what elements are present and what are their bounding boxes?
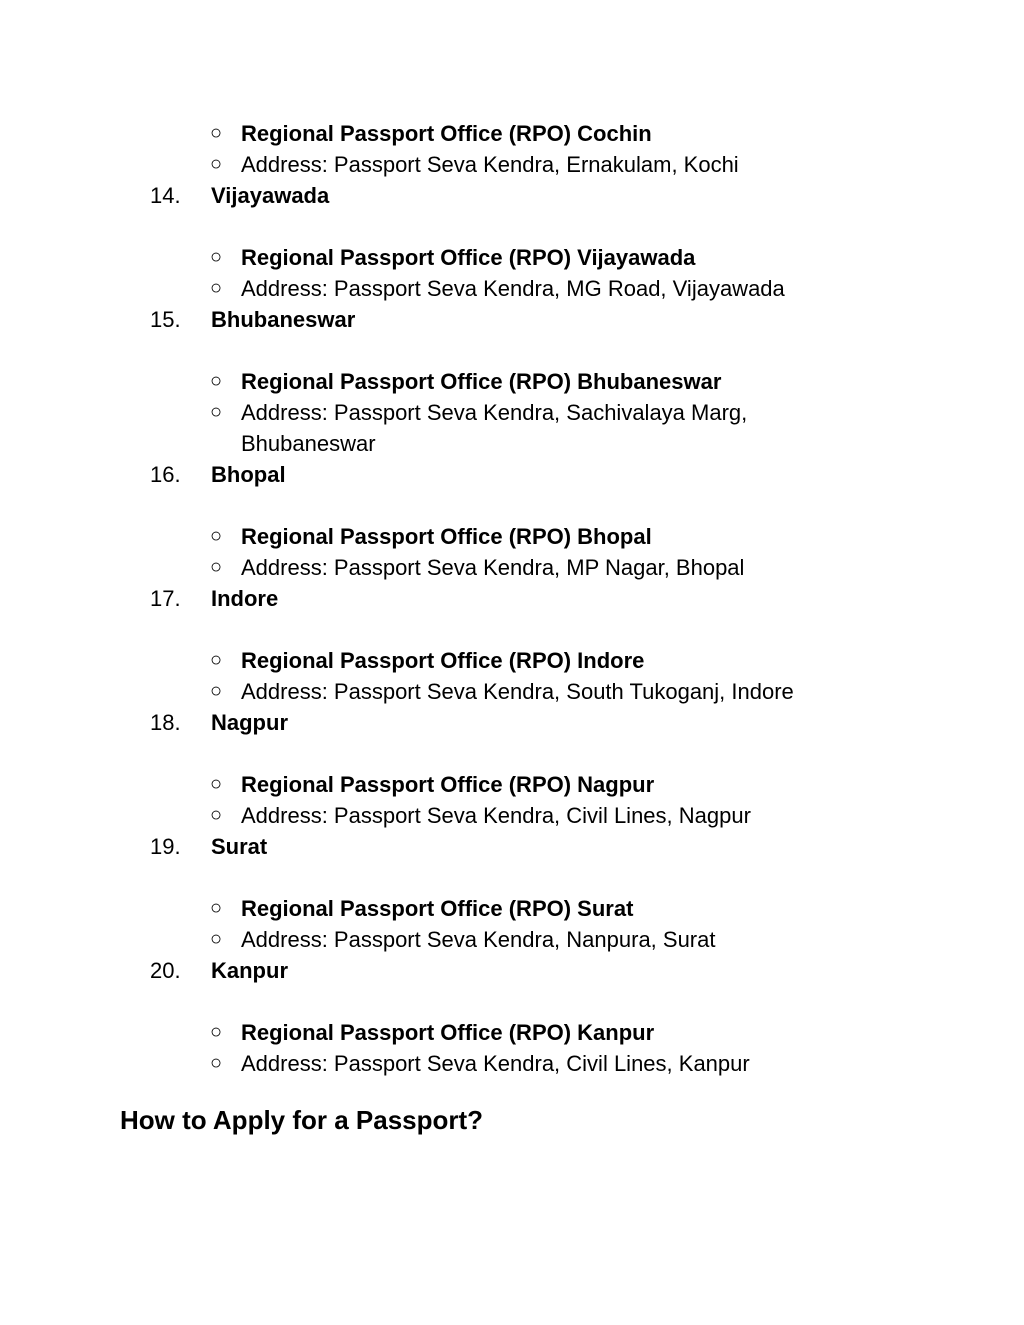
rpo-address: Address: Passport Seva Kendra, Nanpura, Surat — [241, 927, 716, 952]
rpo-address: Address: Passport Seva Kendra, Civil Lines, Nagpur — [241, 803, 751, 828]
list-number: 17. — [150, 586, 181, 611]
list-number: 16. — [150, 462, 181, 487]
list-number: 20. — [150, 958, 181, 983]
bullet-circle-icon: ○ — [210, 1021, 223, 1043]
bullet-circle-icon: ○ — [210, 122, 223, 144]
bullet-circle-icon: ○ — [210, 277, 223, 299]
list-number: 18. — [150, 710, 181, 735]
rpo-name: Regional Passport Office (RPO) Bhubaneswar — [241, 369, 722, 394]
bullet-circle-icon: ○ — [210, 370, 223, 392]
bullet-circle-icon: ○ — [210, 246, 223, 268]
bullet-circle-icon: ○ — [210, 928, 223, 950]
bullet-circle-icon: ○ — [210, 680, 223, 702]
city-name: Vijayawada — [211, 183, 330, 208]
bullet-circle-icon: ○ — [210, 153, 223, 175]
rpo-name: Regional Passport Office (RPO) Vijayawada — [241, 245, 696, 270]
bullet-circle-icon: ○ — [210, 649, 223, 671]
rpo-address: Address: Passport Seva Kendra, South Tukoganj, Indore — [241, 679, 794, 704]
bullet-circle-icon: ○ — [210, 525, 223, 547]
bullet-circle-icon: ○ — [210, 401, 223, 423]
city-name: Bhubaneswar — [211, 307, 356, 332]
rpo-address-continuation: Bhubaneswar — [241, 431, 376, 456]
rpo-address: Address: Passport Seva Kendra, MG Road, Vijayawada — [241, 276, 785, 301]
city-name: Surat — [211, 834, 268, 859]
list-number: 19. — [150, 834, 181, 859]
rpo-address: Address: Passport Seva Kendra, Civil Lines, Kanpur — [241, 1051, 750, 1076]
rpo-address-cochin: Address: Passport Seva Kendra, Ernakulam, Kochi — [241, 152, 739, 177]
rpo-address: Address: Passport Seva Kendra, Sachivalaya Marg, — [241, 400, 748, 425]
rpo-name: Regional Passport Office (RPO) Surat — [241, 896, 634, 921]
rpo-address: Address: Passport Seva Kendra, MP Nagar, Bhopal — [241, 555, 745, 580]
bullet-circle-icon: ○ — [210, 804, 223, 826]
list-number: 15. — [150, 307, 181, 332]
bullet-circle-icon: ○ — [210, 556, 223, 578]
city-name: Nagpur — [211, 710, 288, 735]
rpo-name: Regional Passport Office (RPO) Bhopal — [241, 524, 652, 549]
bullet-circle-icon: ○ — [210, 897, 223, 919]
bullet-circle-icon: ○ — [210, 773, 223, 795]
city-name: Kanpur — [211, 958, 288, 983]
city-name: Bhopal — [211, 462, 286, 487]
city-name: Indore — [211, 586, 279, 611]
bullet-circle-icon: ○ — [210, 1052, 223, 1074]
rpo-name: Regional Passport Office (RPO) Kanpur — [241, 1020, 655, 1045]
rpo-name-cochin: Regional Passport Office (RPO) Cochin — [241, 121, 652, 146]
rpo-name: Regional Passport Office (RPO) Indore — [241, 648, 645, 673]
list-number: 14. — [150, 183, 181, 208]
rpo-name: Regional Passport Office (RPO) Nagpur — [241, 772, 655, 797]
section-heading: How to Apply for a Passport? — [120, 1105, 484, 1135]
